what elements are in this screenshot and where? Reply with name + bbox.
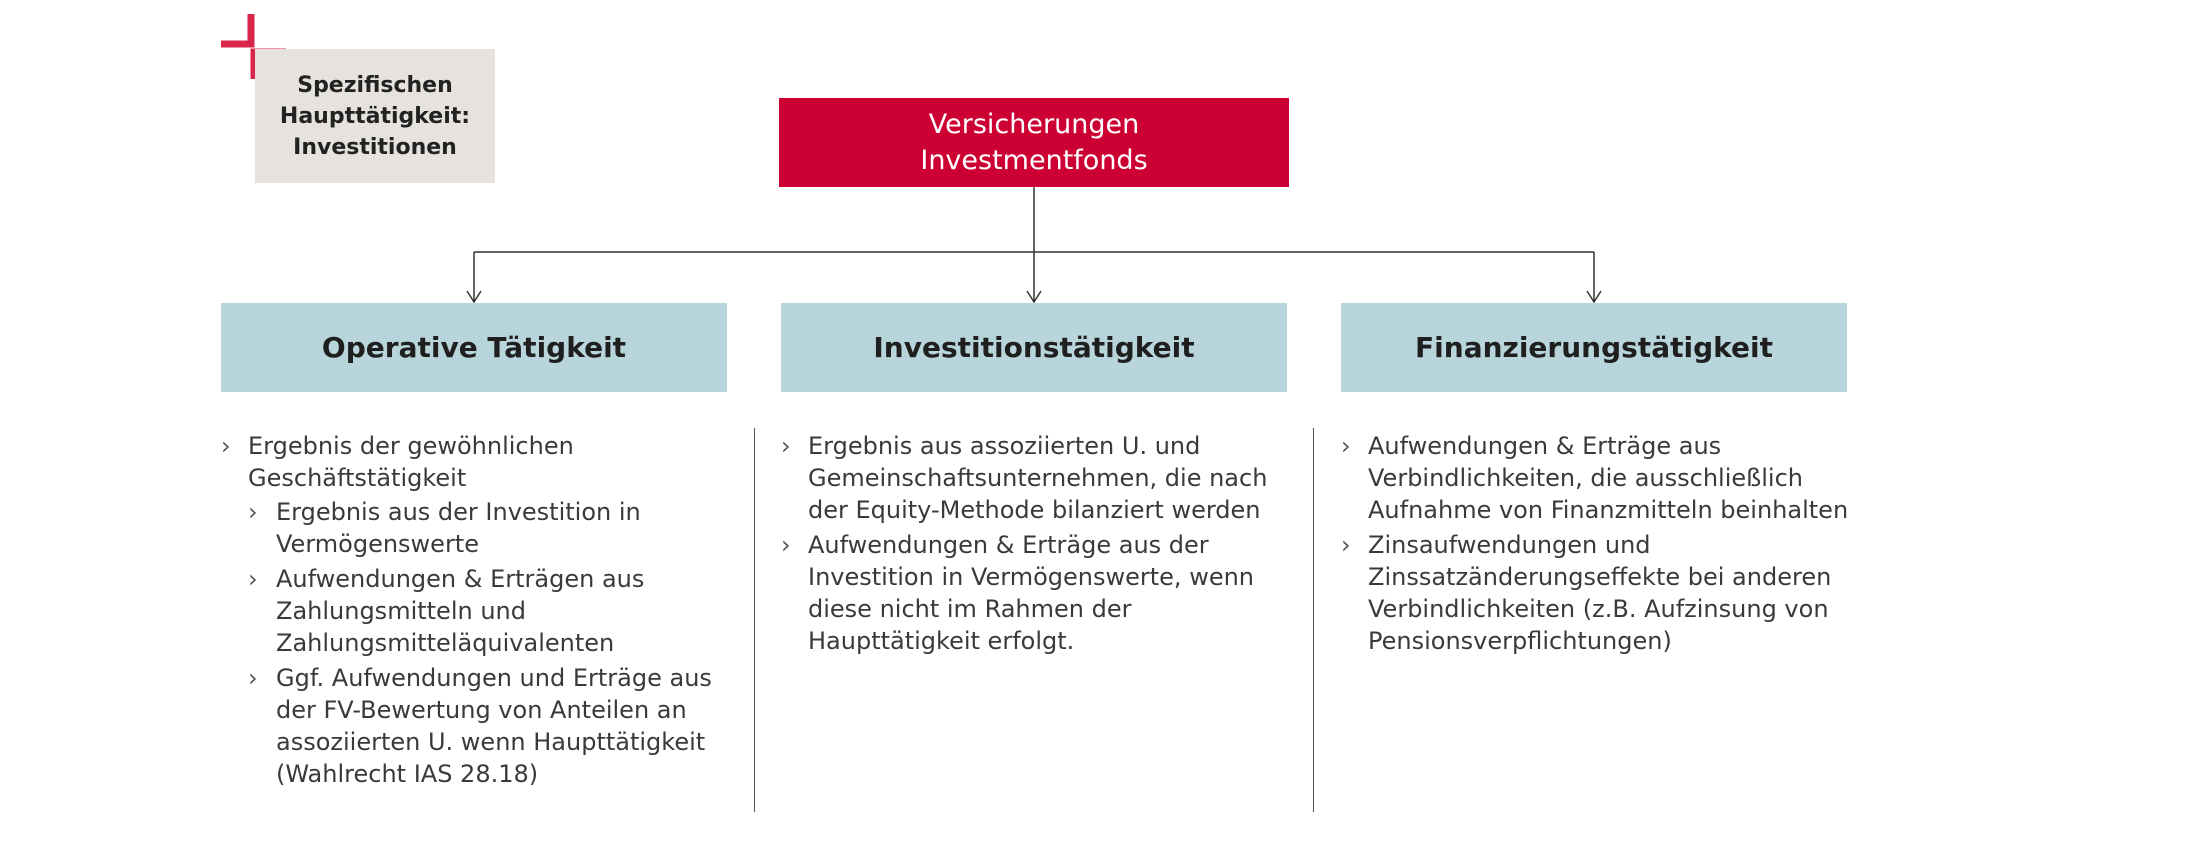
column-divider-2 [1313,428,1314,812]
investing-bullets [781,430,1291,660]
category-financing-title: Finanzierungstätigkeit [1415,331,1773,364]
category-financing-box [1341,303,1847,392]
list-item: › Ergebnis aus der Investition in Vermögenswerte [248,496,731,560]
list-item: › Aufwendungen & Erträge aus Verbindlichkeiten, die ausschließlich Aufnahme von Finanzmitteln beinhalten [1341,430,1851,526]
category-investing-title: Investitionstätigkeit [873,331,1195,364]
financing-bullets [1341,430,1851,660]
list-item: › Ergebnis der gewöhnlichen Geschäftstätigkeit › Ergebnis aus der Investition in Vermögenswerte › Aufwendungen & Erträgen aus Zahlungsmitteln und Zahlungsmitteläquivalenten › Ggf. Aufwendungen und Erträge aus der FV-Bewertung von Anteilen an assoziierten U. wenn Haupttätigkeit (Wahlrecht IAS 28.18) [221,430,731,790]
top-node-line-1: Versicherungen [928,108,1140,140]
list-item: › Zinsaufwendungen und Zinssatzänderungseffekte bei anderen Verbindlichkeiten (z.B. Aufzinsung von Pensionsverpflichtungen) [1341,529,1851,657]
list-item: › Aufwendungen & Erträge aus der Investition in Vermögenswerte, wenn diese nicht im Rahmen der Haupttätigkeit erfolgt. [781,529,1291,657]
top-node-line-2: Investmentfonds [920,144,1148,176]
category-investing-box [781,303,1287,392]
top-node-box [779,98,1289,187]
column-divider-1 [754,428,755,812]
activity-tag-box [255,49,495,183]
list-item: › Ergebnis aus assoziierten U. und Gemeinschaftsunternehmen, die nach der Equity-Methode bilanziert werden [781,430,1291,526]
category-operative-box [221,303,727,392]
tag-line-3: Investitionen [293,134,457,160]
operative-bullets [221,430,731,793]
category-operative-title: Operative Tätigkeit [321,331,627,364]
tag-line-1: Spezifischen [297,72,453,98]
tag-line-2: Haupttätigkeit: [279,103,471,129]
list-item: › Ggf. Aufwendungen und Erträge aus der FV-Bewertung von Anteilen an assoziierten U. wenn Haupttätigkeit (Wahlrecht IAS 28.18) [248,662,731,790]
list-item: › Aufwendungen & Erträgen aus Zahlungsmitteln und Zahlungsmitteläquivalenten [248,563,731,659]
